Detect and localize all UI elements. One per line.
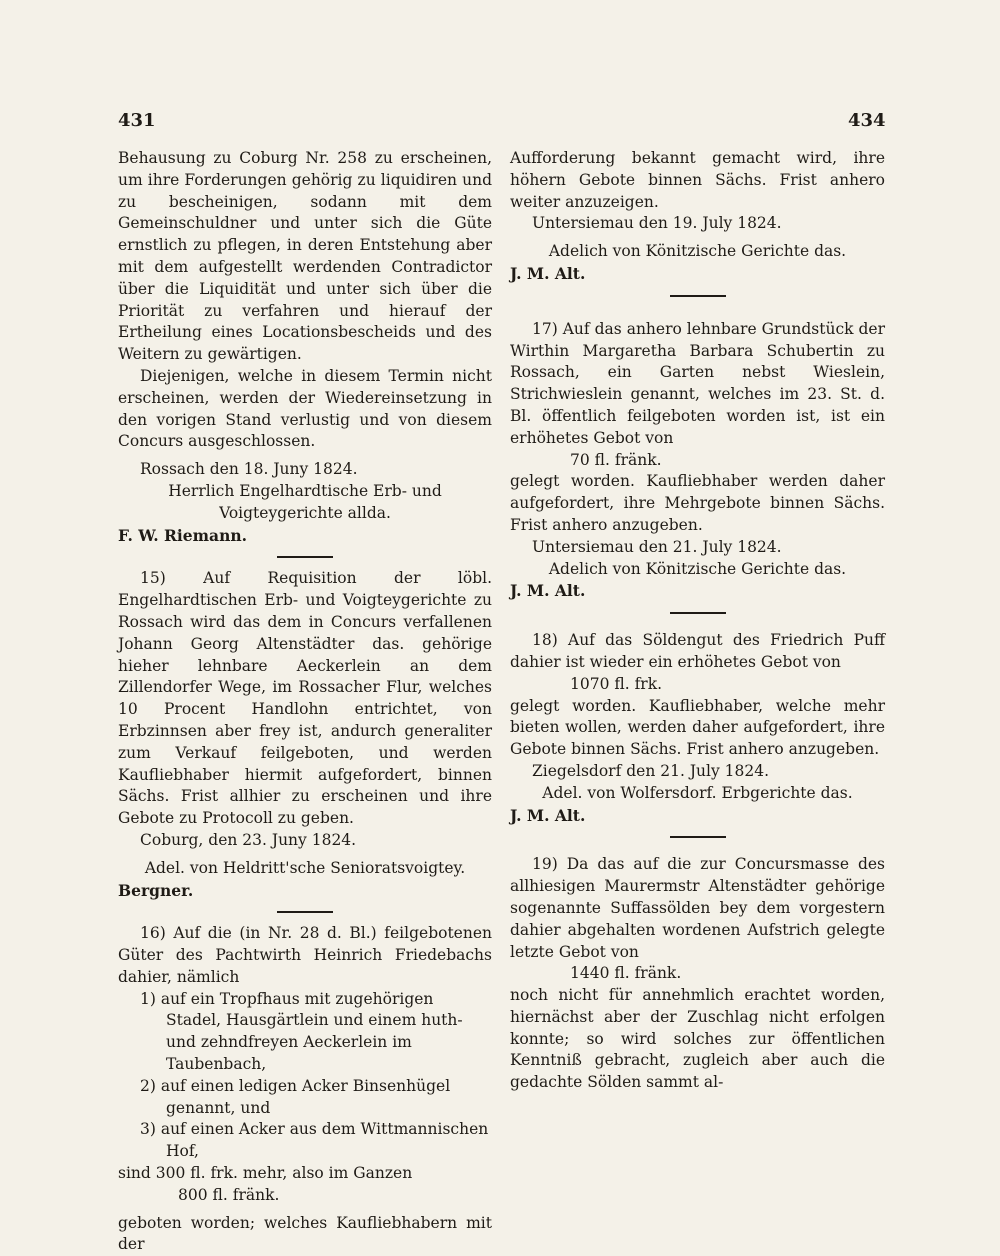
- date-line: Coburg, den 23. Juny 1824.: [140, 830, 357, 849]
- separator-rule: [277, 556, 333, 558]
- date-line: Rossach den 18. Juny 1824.: [140, 460, 358, 479]
- notice-19-end: noch nicht für annehmlich erachtet worden, hiernächst aber der Zuschlag nicht erfolgen konnte; so wird solches zur öffentlichen Kenntniß gebracht, zugleich aber auch die gedachte Sölden sammt al-: [510, 986, 885, 1092]
- court-name: Adelich von Könitzische Gerichte das.: [548, 559, 847, 578]
- separator-rule: [670, 836, 726, 838]
- notice-17-end: gelegt worden. Kaufliebhaber werden daher aufgefordert, ihre Mehrgebote binnen Sächs. Frist anhero anzugeben.: [510, 472, 885, 534]
- notice-16-end: geboten worden; welches Kaufliebhabern mit der: [118, 1213, 492, 1254]
- signature: J. M. Alt.: [510, 805, 586, 825]
- notice-18: 18) Auf das Söldengut des Friedrich Puff dahier ist wieder ein erhöhetes Gebot von: [510, 631, 885, 671]
- separator-rule: [670, 295, 726, 297]
- notice-16-items: [118, 989, 492, 1163]
- signature: J. M. Alt.: [510, 263, 586, 283]
- notice-19: 19) Da das auf die zur Concursmasse des allhiesigen Maurermstr Altenstädter gehörige sogenannte Suffassölden bey dem vorgestern dahier abgehalten wordenen Aufstrich gelegte letzte Gebot von: [510, 855, 885, 961]
- separator-rule: [277, 911, 333, 913]
- court-name: Adel. von Wolfersdorf. Erbgerichte das.: [542, 783, 853, 802]
- signature: Bergner.: [118, 880, 194, 900]
- list-item: 3) auf einen Acker aus dem Wittmannischen Hof,: [140, 1120, 489, 1161]
- amount: 800 fl. fränk.: [178, 1185, 280, 1204]
- signature: J. M. Alt.: [510, 581, 586, 601]
- notice-16: 16) Auf die (in Nr. 28 d. Bl.) feilgebotenen Güter des Pachtwirth Heinrich Friedebachs dahier, nämlich: [118, 924, 492, 986]
- date-line: Untersiemau den 21. July 1824.: [532, 537, 782, 556]
- paragraph-exclusion: Diejenigen, welche in diesem Termin nicht erscheinen, werden der Wiedereinsetzung in den vorigen Stand verlustig und von diesem Concurs ausgeschlossen.: [118, 366, 492, 451]
- notice-17: 17) Auf das anhero lehnbare Grundstück der Wirthin Margaretha Barbara Schubertin zu Rossach, ein Garten nebst Wieslein, Strichwieslein genannt, welches im 23. St. d. Bl. öffentlich feilgeboten worden ist, ist ein erhöhetes Gebot von: [510, 319, 885, 447]
- paragraph-continuation: Behausung zu Coburg Nr. 258 zu erscheinen, um ihre Forderungen gehörig zu liquidiren und zu bescheinigen, sodann mit dem Gemeinschuldner und unter sich die Güte ernstlich zu pflegen, in deren Entstehung aber mit dem aufgestellt werdenden Contradictor über die Liquidität und unter sich über die Priorität zu verfahren und hierauf der Ertheilung eines Locationsbescheids und des Weitern zu gewärtigen.: [118, 149, 492, 364]
- page-number-left: 431: [118, 110, 156, 131]
- amount: 70 fl. fränk.: [570, 450, 662, 469]
- page-number-right: 434: [848, 110, 886, 131]
- notice-15: 15) Auf Requisition der löbl. Engelhardtischen Erb- und Voigteygerichte zu Rossach wird das dem in Concurs verfallenen Johann Georg Altenstädter das. gehörige hieher lehnbare Aeckerlein an dem Zillendorfer Wege, im Rossacher Flur, welches 10 Procent Handlohn entrichtet, von Erbzinnsen aber frey ist, andurch generaliter zum Verkauf feilgeboten, und werden Kaufliebhaber hiermit aufgefordert, binnen Sächs. Frist allhier zu erscheinen und ihre Gebote zu Protocoll zu geben.: [118, 569, 492, 828]
- date-line: Ziegelsdorf den 21. July 1824.: [532, 761, 770, 780]
- left-column: [118, 148, 492, 1256]
- court-name: Voigteygerichte allda.: [219, 503, 391, 522]
- date-line: Untersiemau den 19. July 1824.: [532, 214, 782, 233]
- court-name: Adel. von Heldritt'sche Senioratsvoigtey.: [144, 858, 466, 877]
- amount: 1440 fl. fränk.: [570, 964, 682, 983]
- court-name: Adelich von Könitzische Gerichte das.: [548, 242, 847, 261]
- amount: 1070 fl. frk.: [570, 674, 663, 693]
- signature: F. W. Riemann.: [118, 525, 248, 545]
- separator-rule: [670, 612, 726, 614]
- list-item: 1) auf ein Tropfhaus mit zugehörigen Stadel, Hausgärtlein und einem huth- und zehndfreyen Aeckerlein im Taubenbach,: [140, 989, 463, 1074]
- notice-18-end: gelegt worden. Kaufliebhaber, welche mehr bieten wollen, werden daher aufgefordert, ihre Gebote binnen Sächs. Frist anhero anzugeben.: [510, 696, 885, 759]
- right-column: [510, 148, 885, 1094]
- court-name: Herrlich Engelhardtische Erb- und: [168, 481, 442, 500]
- list-item: 2) auf einen ledigen Acker Binsenhügel genannt, und: [140, 1076, 451, 1117]
- paragraph-continuation: Aufforderung bekannt gemacht wird, ihre höhern Gebote binnen Sächs. Frist anhero weiter anzuzeigen.: [510, 149, 885, 211]
- notice-16-more: sind 300 fl. frk. mehr, also im Ganzen: [118, 1164, 413, 1183]
